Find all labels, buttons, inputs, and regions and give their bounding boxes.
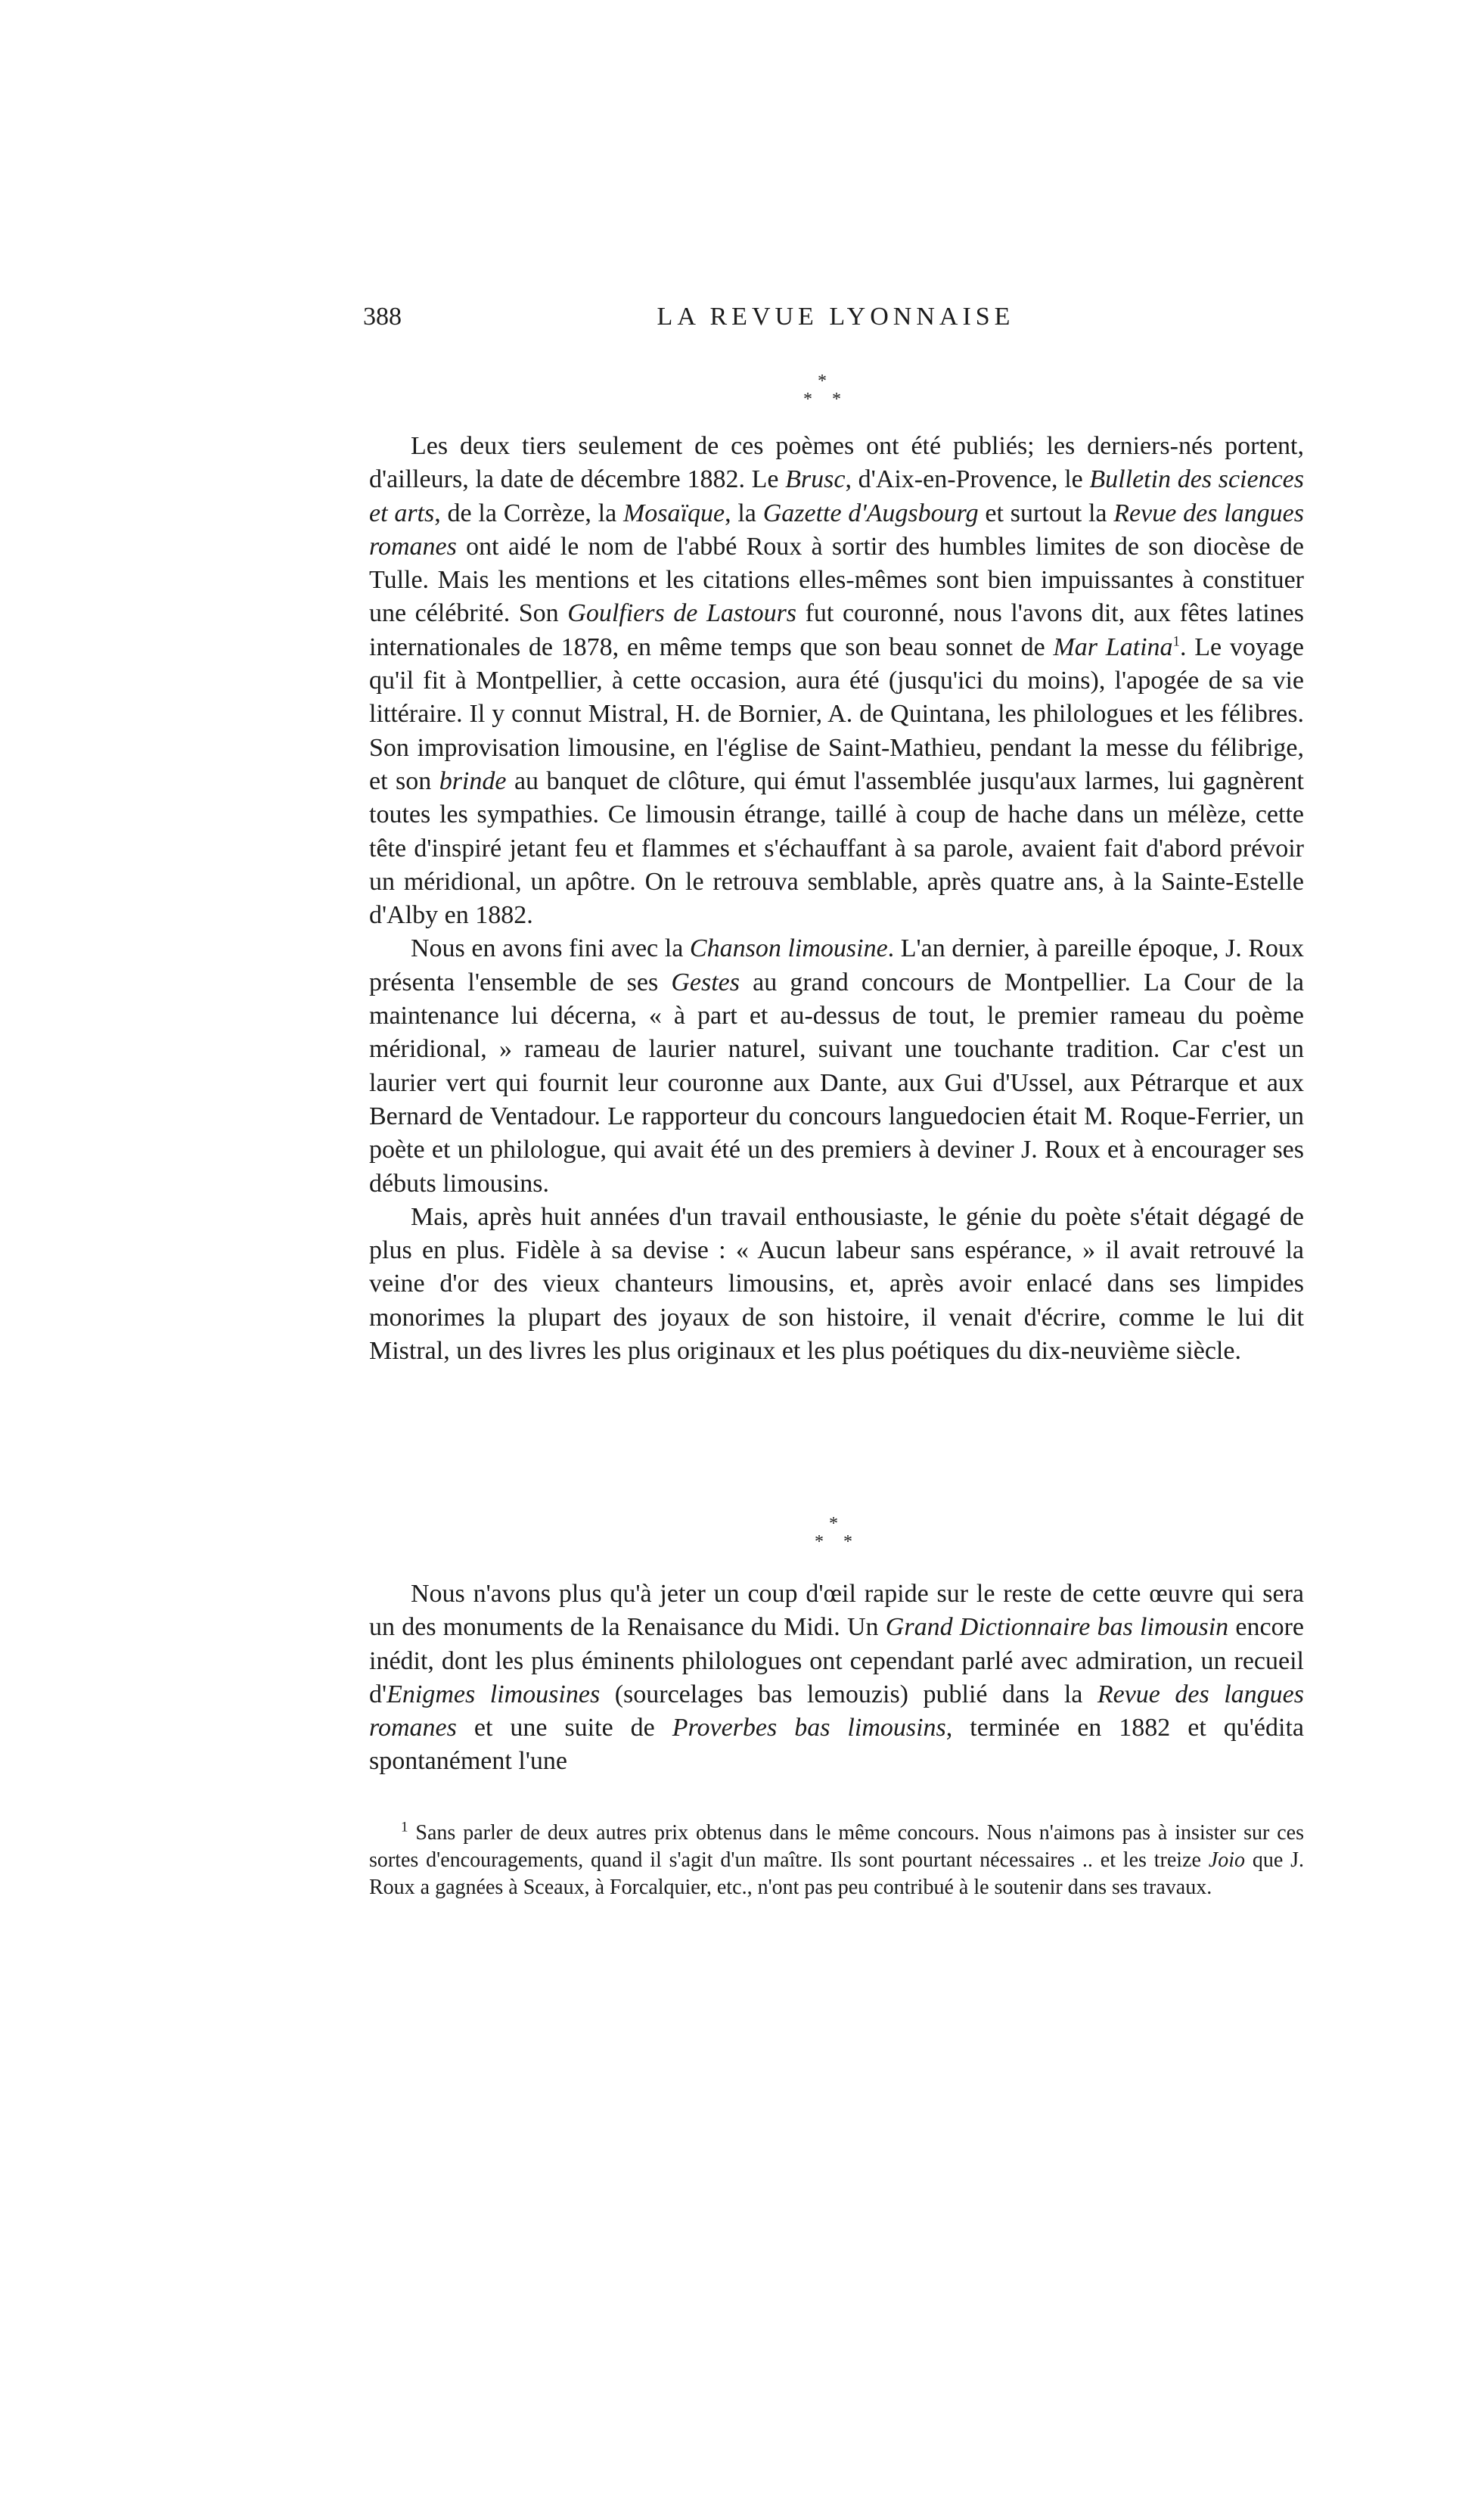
italic-title: Brusc: [785, 465, 846, 494]
text: et une suite de: [456, 1714, 672, 1742]
footnote-marker: 1: [401, 1819, 408, 1836]
text: ont aidé le nom de l'abbé Roux à sortir des humbles limites de son diocèse de Tulle. Mais les mentions et les citations elles-mêmes sont bien impuissantes à constituer une célébrité. Son: [369, 532, 1304, 628]
italic-title: Bulletin des sciences et arts: [369, 465, 1304, 527]
footnote-reference[interactable]: 1: [1172, 633, 1181, 650]
italic-title: Mar Latina: [1053, 633, 1173, 661]
running-title: LA REVUE LYONNAISE: [657, 303, 1015, 331]
italic-title: Gestes: [671, 968, 740, 996]
asterism-stars: * *: [815, 1532, 860, 1552]
italic-title: Mosaïque: [622, 499, 725, 527]
footnote: [369, 1820, 1304, 1901]
italic-title: Enigmes limousines: [387, 1680, 601, 1708]
section-1: [369, 430, 1304, 1368]
asterism-middle: [796, 1515, 871, 1551]
page-number: 388: [363, 303, 402, 331]
text: encore inédit, dont les plus éminents philologues ont cependant parlé avec admiration, un recueil d': [369, 1613, 1304, 1708]
italic-title: Grand Dictionnaire bas limousin: [885, 1613, 1229, 1642]
text: Nous n'avons plus qu'à jeter un coup d'œil rapide sur le reste de cette œuvre qui sera un des monuments de la Renaisance du Midi. Un: [369, 1580, 1304, 1642]
text: , de la Corrèze, la: [434, 499, 623, 527]
text: . Le voyage qu'il fit à Montpellier, à cette occasion, aura été (jusqu'ici du moins), l'apogée de sa vie littéraire. Il y connut Mistral, H. de Bornier, A. de Quintana, les philologues et les félibres. Son improvisation limousine, en l'église de Saint-Mathieu, pendant la messe du félibrige, et son: [369, 633, 1305, 795]
asterism-stars: * *: [803, 390, 849, 409]
asterism-star: *: [829, 1514, 838, 1534]
italic-title: Goulfiers de Lastours: [567, 599, 797, 628]
italic-title: Gazette d'Augsbourg: [762, 499, 979, 527]
text: et surtout la: [978, 499, 1114, 527]
section-2: [369, 1578, 1304, 1779]
paragraph-4: [369, 1578, 1304, 1779]
paragraph-2: [369, 932, 1304, 1200]
italic-title: Chanson limousine: [689, 934, 888, 963]
text: que J. Roux a gagnées à Sceaux, à Forcalquier, etc., n'ont pas peu contribué à le soutenir dans ses travaux.: [369, 1848, 1304, 1899]
text: au banquet de clôture, qui émut l'assemblée jusqu'aux larmes, lui gagnèrent toutes les sympathies. Ce limousin étrange, taillé à coup de hache dans un mélèze, cette tête d'inspiré jetant feu et flammes et s'échauffant à sa parole, avaient fait d'abord prévoir un méridional, un apôtre. On le retrouva semblable, après quatre ans, à la Sainte-Estelle d'Alby en 1882.: [369, 766, 1304, 930]
text: Sans parler de deux autres prix obtenus dans le même concours. Nous n'aimons pas à insister sur ces sortes d'encouragements, quand il s'agit d'un maître. Ils sont pourtant nécessaires .. et les treize: [369, 1821, 1304, 1872]
text: , la: [725, 499, 763, 527]
footnote-text: [369, 1820, 1304, 1901]
text: Nous en avons fini avec la: [411, 934, 690, 963]
italic-title: Revue des langues romanes: [369, 1680, 1304, 1742]
text: Les deux tiers seulement de ces poèmes ont été publiés; les derniers-nés portent, d'ailleurs, la date de décembre 1882. Le: [369, 432, 1304, 494]
text: , d'Aix-en-Provence, le: [845, 465, 1090, 494]
running-head: [363, 303, 1309, 340]
italic-term: Joio: [1208, 1848, 1245, 1872]
paragraph-3: Mais, après huit années d'un travail enthousiaste, le génie du poète s'était dégagé de plus en plus. Fidèle à sa devise : « Aucun labeur sans espérance, » il avait retrouvé la veine d'or des vieux chanteurs limousins, et, après avoir enlacé dans ses limpides monorimes la plupart des joyaux de son histoire, il venait d'écrire, comme le lui dit Mistral, un des livres les plus originaux et les plus poétiques du dix-neuvième siècle.: [369, 1202, 1304, 1366]
text: (sourcelages bas lemouzis) publié dans la: [600, 1680, 1097, 1708]
italic-title: Revue des langues romanes: [369, 499, 1304, 561]
text: , terminée en 1882 et qu'édita spontanément l'une: [369, 1714, 1305, 1776]
text: au grand concours de Montpellier. La Cour de la maintenance lui décerna, « à part et au-dessus de tout, le premier rameau du poème méridional, » rameau de laurier naturel, suivant une touchante tradition. Car c'est un laurier vert qui fournit leur couronne aux Dante, aux Gui d'Ussel, aux Pétrarque et aux Bernard de Ventadour. Le rapporteur du concours languedocien était M. Roque-Ferrier, un poète et un philologue, qui avait été un des premiers à deviner J. Roux et à encourager ses débuts limousins.: [369, 968, 1304, 1198]
text: . L'an dernier, à pareille époque, J. Roux présenta l'ensemble de ses: [369, 934, 1304, 996]
paragraph-1: [369, 430, 1304, 932]
italic-term: brinde: [439, 766, 507, 795]
text: fut couronné, nous l'avons dit, aux fêtes latines internationales de 1878, en même temps que son beau sonnet de: [369, 599, 1304, 661]
italic-title: Proverbes bas limousins: [672, 1714, 946, 1742]
asterism-star: *: [818, 371, 827, 391]
asterism-top: [784, 372, 860, 409]
